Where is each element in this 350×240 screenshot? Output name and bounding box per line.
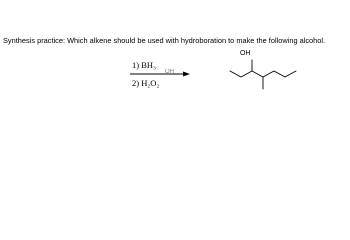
hydroxyl-label: OH bbox=[240, 50, 251, 57]
alcohol-skeletal-structure bbox=[230, 60, 296, 89]
reaction-arrow bbox=[130, 72, 190, 77]
question-text: Synthesis practice: Which alkene should be used with hydroboration to make the following alcohol. bbox=[3, 36, 326, 45]
reagent-step-2: 2) H₂O₂ bbox=[132, 78, 160, 88]
struck-through-oh-label: OH bbox=[165, 69, 174, 75]
reagent-step-1: 1) BH₃ bbox=[132, 60, 156, 70]
